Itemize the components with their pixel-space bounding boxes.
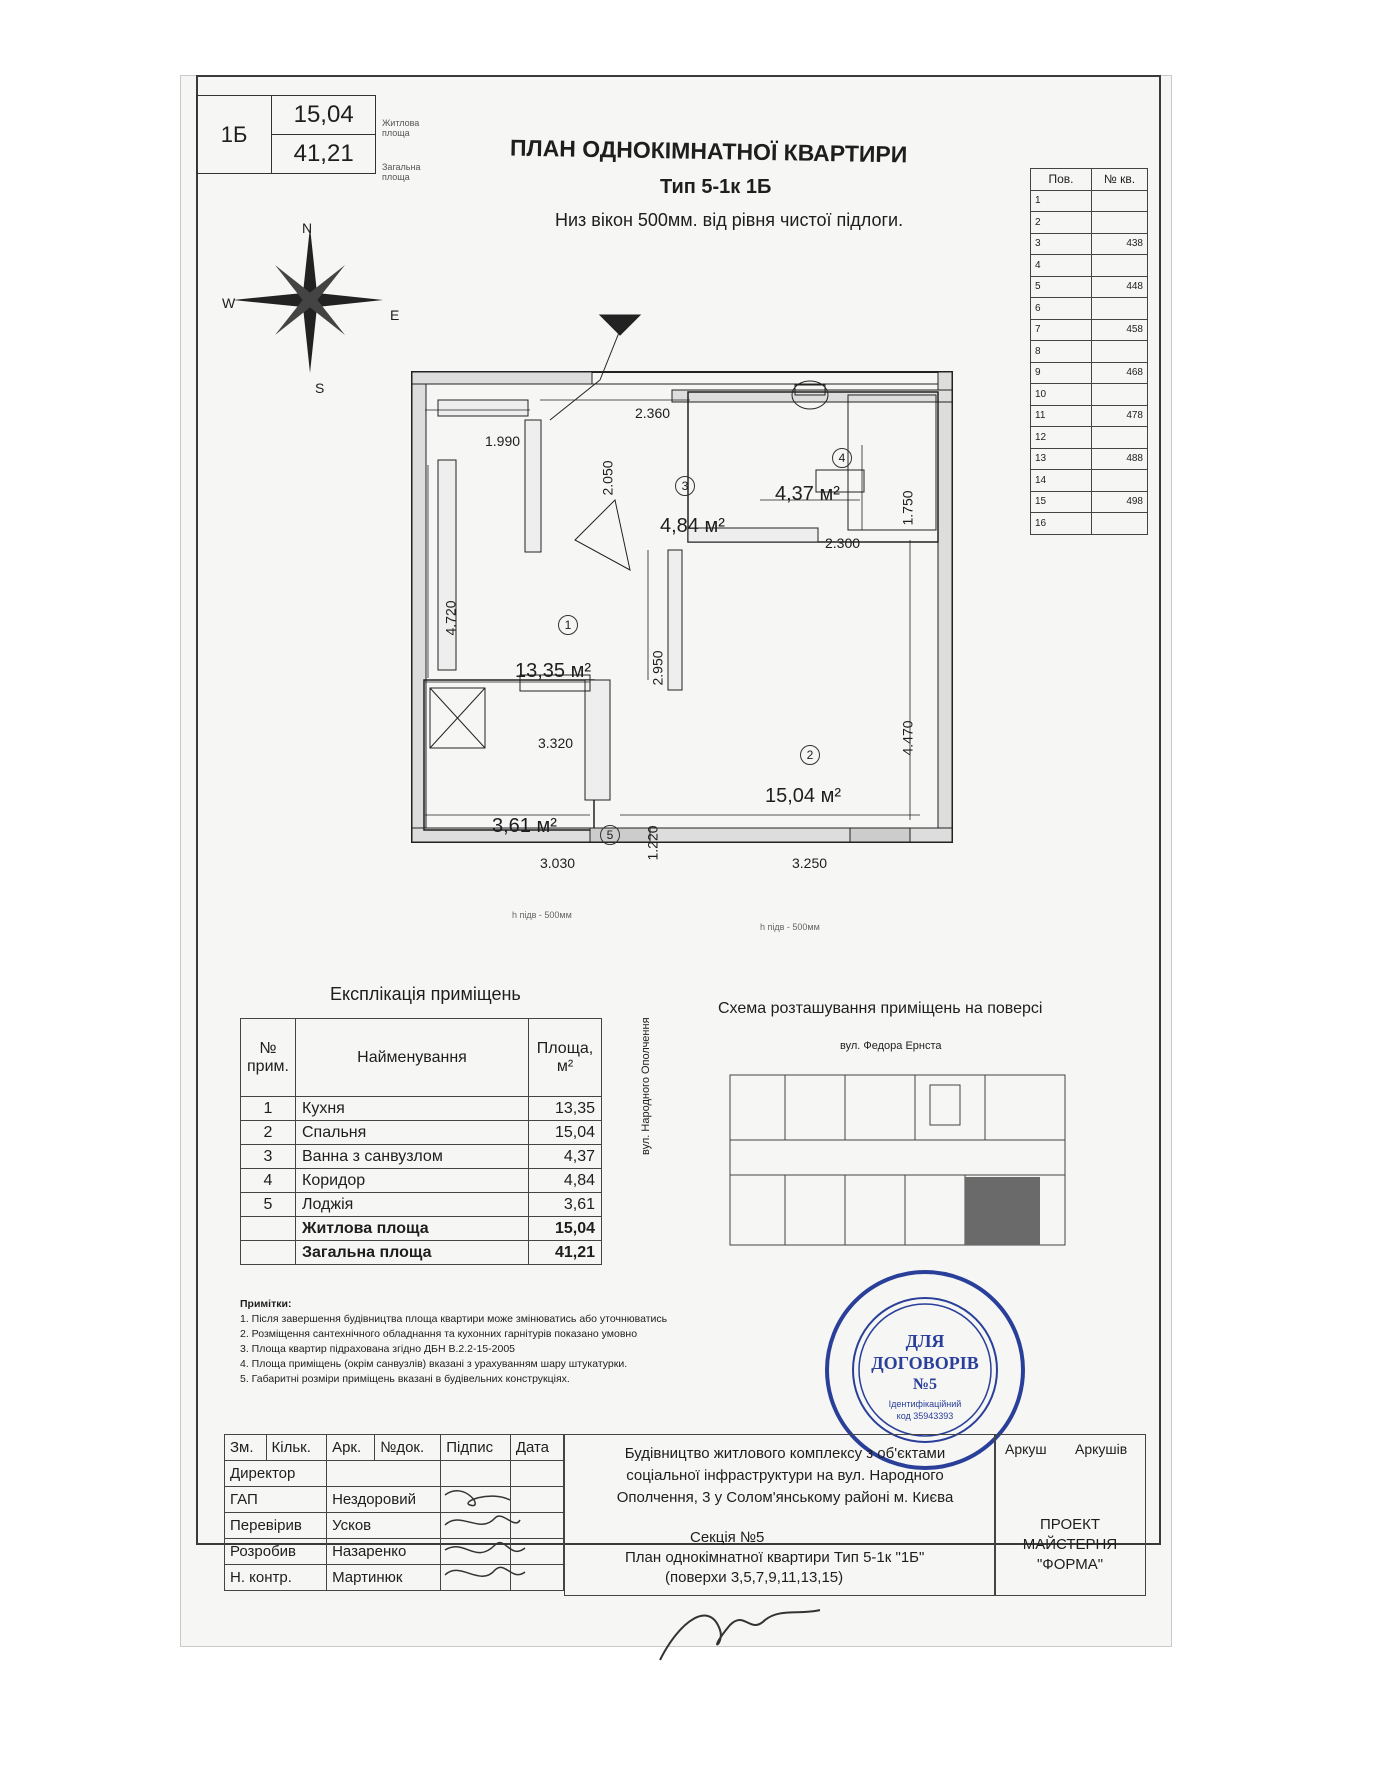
room-5-area: 3,61 м² (492, 815, 557, 837)
room-3-number: 3 (675, 476, 695, 496)
floor-row (1031, 427, 1148, 449)
room-1-number: 1 (558, 615, 578, 635)
apartment-number: 458 (1092, 319, 1148, 341)
tb-header-ndok: №док. (375, 1435, 441, 1461)
floor-number: 10 (1031, 384, 1092, 406)
notes-title: Примітки: (240, 1298, 292, 1310)
window-note-2: h підв - 500мм (760, 922, 820, 932)
compass-rose-icon (225, 215, 395, 385)
dim-1990: 1.990 (485, 433, 521, 449)
floor-number: 11 (1031, 405, 1092, 427)
tb-name-1: Нездоровий (327, 1487, 441, 1513)
svg-text:ДОГОВОРІВ: ДОГОВОРІВ (871, 1353, 979, 1373)
expl-total-area: 15,04 (529, 1217, 602, 1241)
apartment-number (1092, 341, 1148, 363)
dim-3320: 3.320 (538, 735, 574, 751)
compass-s: S (315, 380, 325, 396)
expl-total-blank (241, 1217, 296, 1241)
dim-2360: 2.360 (635, 405, 671, 421)
floor-number: 13 (1031, 448, 1092, 470)
apartment-number: 468 (1092, 362, 1148, 384)
dim-1750: 1.750 (899, 490, 916, 526)
room-1-area: 13,35 м² (515, 660, 592, 682)
expl-name: Коридор (296, 1169, 529, 1193)
apartment-type: 1Б (197, 96, 272, 174)
apartment-number: 438 (1092, 233, 1148, 255)
explication-row (241, 1121, 602, 1145)
floor-number: 5 (1031, 276, 1092, 298)
scheme-title: Схема розташування приміщень на поверсі (718, 1000, 1043, 1017)
floor-number: 3 (1031, 233, 1092, 255)
living-area-value: 15,04 (272, 96, 376, 135)
tb-role-2: Перевірив (225, 1513, 327, 1539)
dim-2300: 2.300 (825, 535, 861, 551)
floor-number: 12 (1031, 427, 1092, 449)
floor-row (1031, 405, 1148, 427)
apartment-number (1092, 384, 1148, 406)
floor-number: 8 (1031, 341, 1092, 363)
bottom-signature-icon (650, 1590, 830, 1670)
scheme-street-top: вул. Федора Ернста (840, 1040, 942, 1052)
expl-area: 4,84 (529, 1169, 602, 1193)
floor-row (1031, 255, 1148, 277)
living-area-label: Житлова площа (382, 118, 420, 138)
tb-right-cell (994, 1434, 1146, 1596)
tb-name-2: Усков (327, 1513, 441, 1539)
svg-text:№5: №5 (912, 1376, 938, 1393)
dim-4470: 4.470 (899, 720, 916, 756)
apartment-number: 498 (1092, 491, 1148, 513)
dim-1220: 1.220 (644, 825, 661, 861)
note-2: 2. Розміщення сантехнічного обладнання та кухонних гарнітурів показано умовно (240, 1328, 638, 1340)
dim-2050: 2.050 (599, 460, 616, 496)
floor-row (1031, 362, 1148, 384)
floor-row (1031, 448, 1148, 470)
room-4-area: 4,37 м² (775, 483, 840, 505)
expl-header-num: № прим. (241, 1019, 296, 1097)
tb-project-cell (564, 1434, 996, 1596)
expl-num: 5 (241, 1193, 296, 1217)
explication-row (241, 1169, 602, 1193)
note-3: 3. Площа квартир підрахована згідно ДБН В.2.2-15-2005 (240, 1343, 515, 1355)
tb-role-1: ГАП (225, 1487, 327, 1513)
apartment-number (1092, 298, 1148, 320)
floor-number: 15 (1031, 491, 1092, 513)
floor-row (1031, 470, 1148, 492)
tb-header-kilk: Кільк. (266, 1435, 327, 1461)
floor-number: 16 (1031, 513, 1092, 535)
corner-stamp (196, 95, 376, 174)
explication-table (240, 1018, 602, 1265)
compass-e: E (390, 307, 400, 323)
tb-role-4: Н. контр. (225, 1565, 327, 1591)
explication-row (241, 1097, 602, 1121)
tb-header-data: Дата (510, 1435, 563, 1461)
signatures-icon (440, 1480, 530, 1600)
expl-area: 4,37 (529, 1145, 602, 1169)
tb-name-4: Мартинюк (327, 1565, 441, 1591)
total-area-label: Загальна площа (382, 162, 421, 182)
floor-row (1031, 384, 1148, 406)
room-2-area: 15,04 м² (765, 785, 842, 807)
explication-row (241, 1193, 602, 1217)
tb-role-3: Розробив (225, 1539, 327, 1565)
expl-total-name: Житлова площа (296, 1217, 529, 1241)
room-2-number: 2 (800, 745, 820, 765)
apartment-number: 488 (1092, 448, 1148, 470)
explication-total-row (241, 1241, 602, 1265)
floor-row (1031, 319, 1148, 341)
floor-row (1031, 276, 1148, 298)
floor-row (1031, 212, 1148, 234)
expl-num: 4 (241, 1169, 296, 1193)
tb-header-pidpys: Підпис (441, 1435, 511, 1461)
expl-name: Спальня (296, 1121, 529, 1145)
floor-plan-drawing (400, 300, 980, 930)
apartment-number (1092, 255, 1148, 277)
apartment-number (1092, 427, 1148, 449)
compass-n: N (302, 220, 313, 236)
note-4: 4. Площа приміщень (окрім санвузлів) вказані з урахуванням шару штукатурки. (240, 1358, 628, 1370)
explication-row (241, 1145, 602, 1169)
apartments-header: № кв. (1092, 169, 1148, 191)
total-area-value: 41,21 (272, 135, 376, 174)
expl-num: 1 (241, 1097, 296, 1121)
room-3-area: 4,84 м² (660, 515, 725, 537)
tb-floors: (поверхи 3,5,7,9,11,13,15) (665, 1569, 844, 1586)
floor-row (1031, 298, 1148, 320)
expl-name: Ванна з санвузлом (296, 1145, 529, 1169)
floor-scheme-drawing (725, 1065, 1070, 1255)
floor-row (1031, 190, 1148, 212)
tb-header-zm: Зм. (225, 1435, 267, 1461)
dim-3250: 3.250 (792, 855, 828, 871)
svg-text:Ідентифікаційний: Ідентифікаційний (888, 1399, 962, 1409)
explication-title: Експлікація приміщень (330, 984, 521, 1004)
expl-name: Кухня (296, 1097, 529, 1121)
floor-row (1031, 513, 1148, 535)
apartment-number (1092, 470, 1148, 492)
svg-text:код 35943393: код 35943393 (896, 1411, 954, 1421)
expl-num: 2 (241, 1121, 296, 1145)
compass-w: W (222, 295, 236, 311)
tb-name-3: Назаренко (327, 1539, 441, 1565)
floor-number: 1 (1031, 190, 1092, 212)
apartment-number (1092, 212, 1148, 234)
tb-header-ark: Арк. (327, 1435, 375, 1461)
note-5: 5. Габаритні розміри приміщень вказані в будівельних конструкціях. (240, 1373, 570, 1385)
room-4-number: 4 (832, 448, 852, 468)
floor-number: 2 (1031, 212, 1092, 234)
plan-title: ПЛАН ОДНОКІМНАТНОЇ КВАРТИРИ (509, 134, 908, 168)
window-note-1: h підв - 500мм (512, 910, 572, 920)
expl-area: 3,61 (529, 1193, 602, 1217)
apartment-number (1092, 190, 1148, 212)
tb-project: Будівництво житлового комплексу з об'єктами соціальної інфраструктури на вул. Народного Ополчення, 3 у Солом'янському районі м. Києва (616, 1445, 954, 1506)
note-1: 1. Після завершення будівництва площа квартири може змінюватись або уточнюватись (240, 1313, 668, 1325)
scheme-street-side: вул. Народного Ополчення (640, 1017, 652, 1155)
tb-arkush: Аркуш (1005, 1441, 1047, 1457)
tb-arkushiv: Аркушів (1075, 1441, 1128, 1457)
dim-2950: 2.950 (649, 650, 666, 686)
floor-number: 9 (1031, 362, 1092, 384)
tb-sheet-title: План однокімнатної квартири Тип 5-1к "1Б" (625, 1549, 925, 1566)
floor-number: 7 (1031, 319, 1092, 341)
tb-org: ПРОЕКТ МАЙСТЕРНЯ "ФОРМА" (1022, 1516, 1118, 1573)
tb-role-0: Директор (225, 1461, 327, 1487)
floor-row (1031, 491, 1148, 513)
expl-total-blank (241, 1241, 296, 1265)
expl-name: Лоджія (296, 1193, 529, 1217)
floor-number: 4 (1031, 255, 1092, 277)
tb-name-0 (327, 1461, 441, 1487)
plan-subtitle: Тип 5-1к 1Б (660, 176, 772, 198)
floor-row (1031, 341, 1148, 363)
floor-number: 6 (1031, 298, 1092, 320)
svg-text:ДЛЯ: ДЛЯ (905, 1331, 945, 1351)
expl-num: 3 (241, 1145, 296, 1169)
expl-total-area: 41,21 (529, 1241, 602, 1265)
expl-header-name: Найменування (296, 1019, 529, 1097)
tb-section: Секція №5 (690, 1529, 765, 1546)
expl-area: 15,04 (529, 1121, 602, 1145)
floor-number: 14 (1031, 470, 1092, 492)
floor-row (1031, 233, 1148, 255)
dim-3030: 3.030 (540, 855, 576, 871)
expl-header-area: Площа, м² (529, 1019, 602, 1097)
plan-window-note: Низ вікон 500мм. від рівня чистої підлоги. (555, 210, 904, 230)
apartment-number: 448 (1092, 276, 1148, 298)
dim-4720: 4.720 (442, 600, 459, 636)
apartment-number (1092, 513, 1148, 535)
explication-total-row (241, 1217, 602, 1241)
apartment-number: 478 (1092, 405, 1148, 427)
room-5-number: 5 (600, 825, 620, 845)
floors-header: Пов. (1031, 169, 1092, 191)
expl-area: 13,35 (529, 1097, 602, 1121)
expl-total-name: Загальна площа (296, 1241, 529, 1265)
notes-block (240, 1297, 667, 1387)
floors-table (1030, 168, 1148, 535)
